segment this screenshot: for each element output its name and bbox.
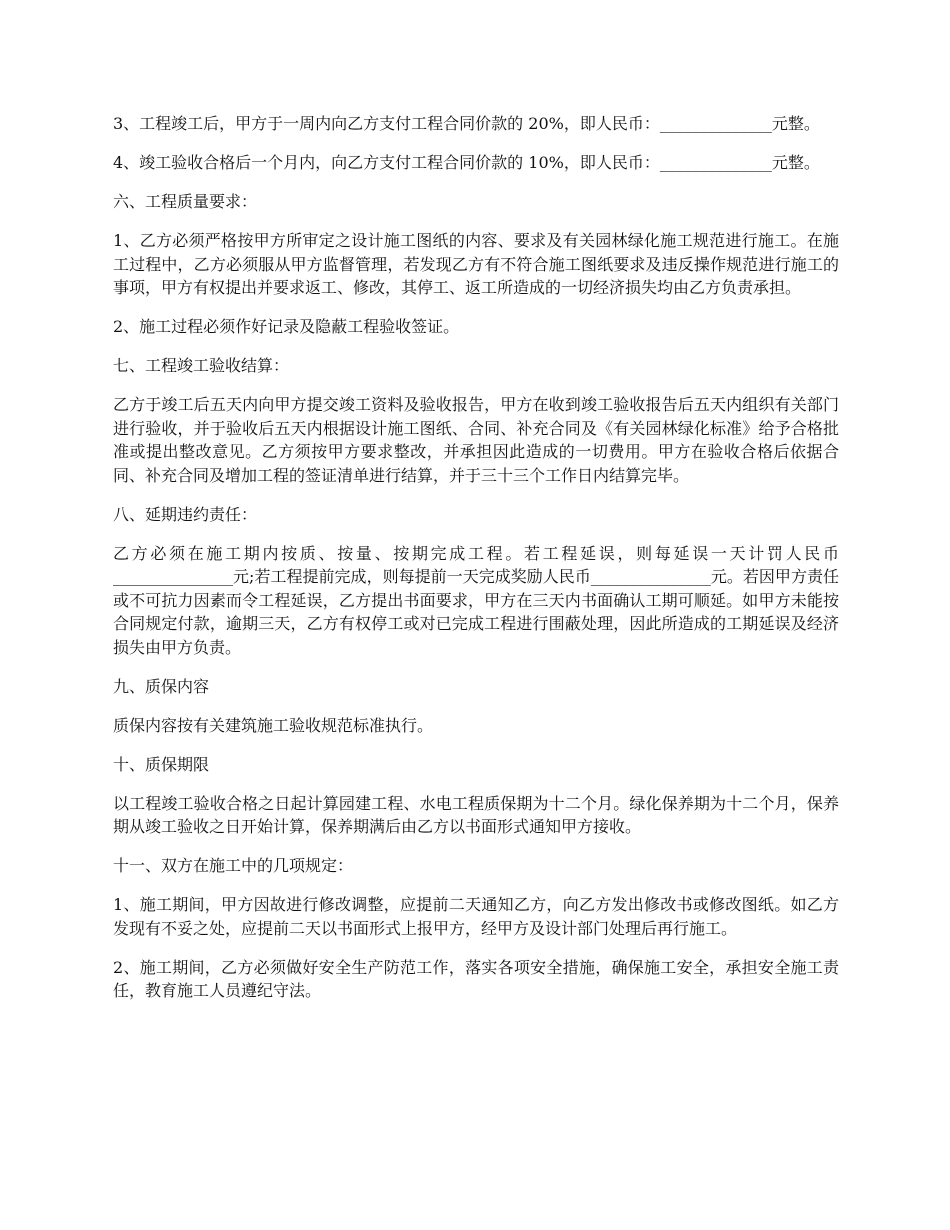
- section-heading-acceptance: 七、工程竣工验收结算：: [113, 356, 290, 375]
- section-heading-provisions: 十一、双方在施工中的几项规定：: [113, 856, 354, 875]
- section-heading-warranty-period: 十、质保期限: [113, 754, 210, 774]
- provision-clause-2: 2、施工期间，乙方必须做好安全生产防范工作，落实各项安全措施，确保施工安全，承担安全施工责任，教育施工人员遵纪守法。: [113, 957, 839, 1000]
- acceptance-clause: 乙方于竣工后五天内向甲方提交竣工资料及验收报告，甲方在收到竣工验收报告后五天内组织有关部门进行验收，并于验收后五天内根据设计施工图纸、合同、补充合同及《有关园林绿化标准》给予合格批准或提出整改意见。乙方须按甲方要求整改，并承担因此造成的一切费用。甲方在验收合格后依据合同、补充合同及增加工程的签证清单进行结算，并于三十三个工作日内结算完毕。: [113, 395, 839, 485]
- section-heading-quality: 六、工程质量要求：: [113, 192, 258, 211]
- delay-clause: 乙方必须在施工期内按质、按量、按期完成工程。若工程延误，则每延误一天计罚人民币_______________元;若工程提前完成，则每提前一天完成奖励人民币_______________元。若因甲方责任或不可抗力因素而令工程延误，乙方提出书面要求，甲方在三天内书面确认工期可顺延。如甲方未能按合同规定付款，逾期三天，乙方有权停工或对已完成工程进行围蔽处理，因此所造成的工期延误及经济损失由甲方负责。: [113, 543, 839, 657]
- provision-clause-1: 1、施工期间，甲方因故进行修改调整，应提前二天通知乙方，向乙方发出修改书或修改图纸。如乙方发现有不妥之处，应提前二天以书面形式上报甲方，经甲方及设计部门处理后再行施工。: [113, 895, 839, 938]
- document-page: [113, 112, 839, 1018]
- section-heading-delay: 八、延期违约责任：: [113, 504, 258, 524]
- clause-4-payment-acceptance: 4、竣工验收合格后一个月内，向乙方支付工程合同价款的 10%，即人民币：______________元整。: [113, 153, 820, 172]
- quality-clause-1: 1、乙方必须严格按甲方所审定之设计施工图纸的内容、要求及有关园林绿化施工规范进行施工。在施工过程中，乙方必须服从甲方监督管理，若发现乙方有不符合施工图纸要求及违反操作规范进行施工的事项，甲方有权提出并要求返工、修改，其停工、返工所造成的一切经济损失均由乙方负责承担。: [113, 231, 839, 297]
- warranty-content-clause: 质保内容按有关建筑施工验收规范标准执行。: [113, 715, 434, 735]
- section-heading-warranty-content: 九、质保内容: [113, 676, 210, 696]
- clause-3-payment-completion: 3、工程竣工后，甲方于一周内向乙方支付工程合同价款的 20%，即人民币：______________元整。: [113, 114, 820, 133]
- warranty-period-clause: 以工程竣工验收合格之日起计算园建工程、水电工程质保期为十二个月。绿化保养期为十二个月，保养期从竣工验收之日开始计算，保养期满后由乙方以书面形式通知甲方接收。: [113, 793, 839, 836]
- quality-clause-2: 2、施工过程必须作好记录及隐蔽工程验收签证。: [113, 317, 460, 336]
